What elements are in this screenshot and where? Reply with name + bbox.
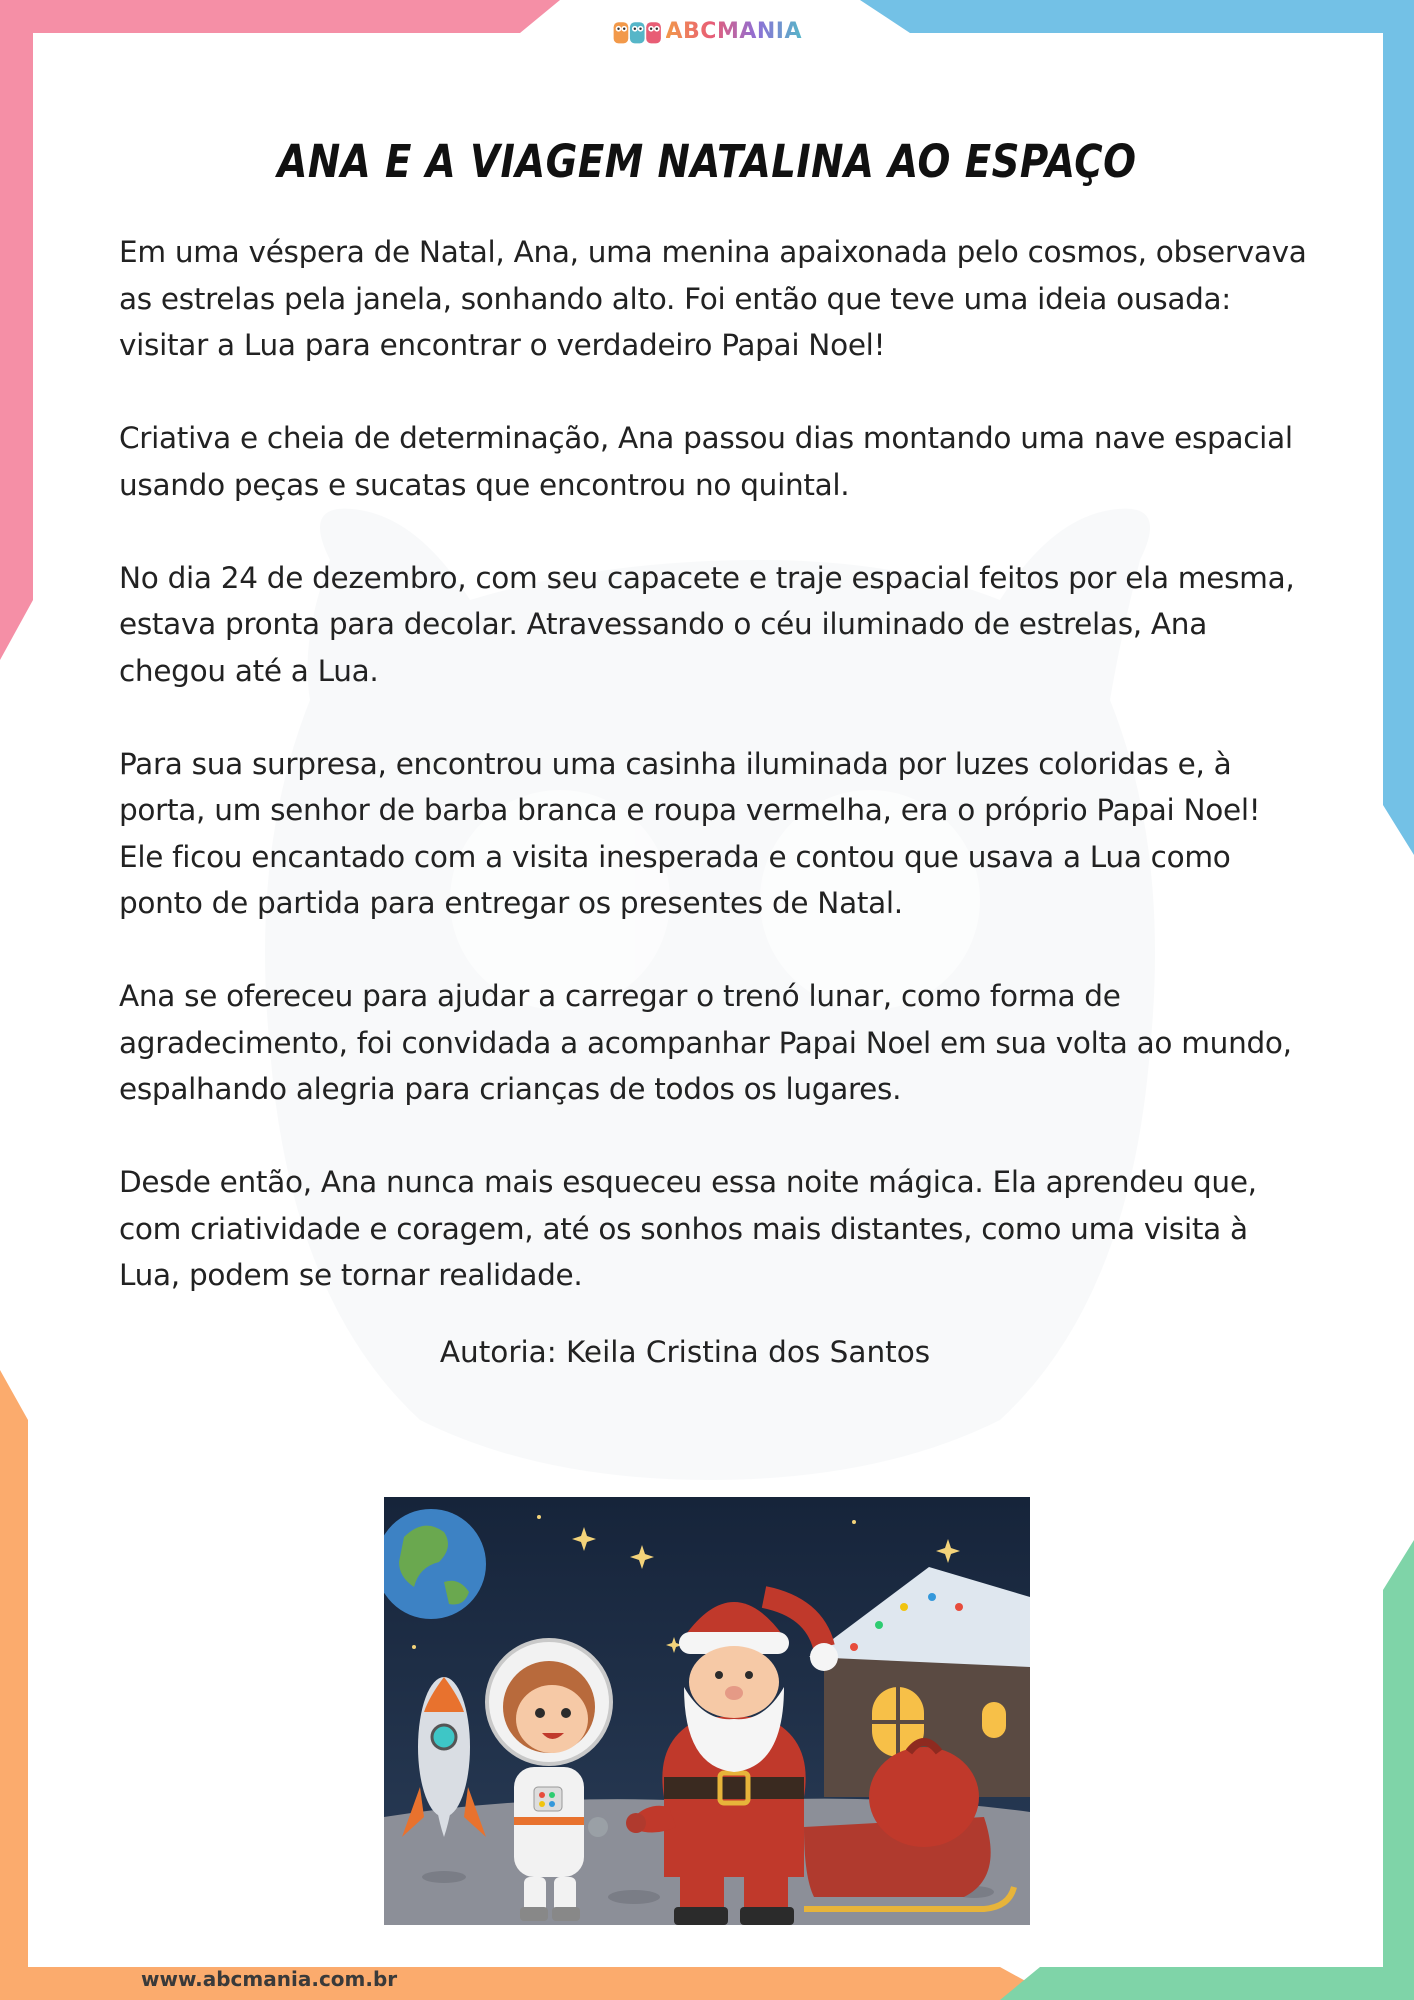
abcmania-logo — [612, 10, 802, 54]
story-body — [119, 229, 1309, 1345]
story-paragraph-4: Para sua surpresa, encontrou uma casinha iluminada por luzes coloridas e, à porta, um senhor de barba branca e roupa vermelha, era o próprio Papai Noel! Ele ficou encantado com a visita inesperada e contou que usava a Lua como ponto de partida para entregar os presentes de Natal. — [119, 746, 1261, 920]
story-paragraph-3: No dia 24 de dezembro, com seu capacete e traje espacial feitos por ela mesma, estava pronta para decolar. Atravessando o céu iluminado de estrelas, Ana chegou até a Lua. — [119, 560, 1295, 688]
story-paragraph-5: Ana se ofereceu para ajudar a carregar o trenó lunar, como forma de agradecimento, foi convidada a acompanhar Papai Noel em sua volta ao mundo, espalhando alegria para crianças de todos os lugares. — [119, 979, 1292, 1106]
story-title: ANA E A VIAGEM NATALINA AO ESPAÇO — [277, 135, 1137, 188]
footer-url[interactable]: www.abcmania.com.br — [141, 1967, 398, 1991]
logo-text: ABCMANIA — [665, 19, 802, 44]
story-illustration — [384, 1497, 1030, 1925]
story-paragraph-6: Desde então, Ana nunca mais esqueceu essa noite mágica. Ela aprendeu que, com criatividade e coragem, até os sonhos mais distantes, como uma visita à Lua, podem se tornar realidade. — [119, 1165, 1257, 1292]
story-author: Autoria: Keila Cristina dos Santos — [439, 1335, 931, 1369]
astronaut-santa-moon-illustration — [384, 1497, 1030, 1925]
story-paragraph-2: Criativa e cheia de determinação, Ana passou dias montando uma nave espacial usando peças e sucatas que encontrou no quintal. — [119, 421, 1293, 502]
logo-wordmark — [666, 10, 802, 54]
owl-mascots-icon — [612, 14, 663, 50]
story-paragraph-1: Em uma véspera de Natal, Ana, uma menina apaixonada pelo cosmos, observava as estrelas pela janela, sonhando alto. Foi então que teve uma ideia ousada: visitar a Lua para encontrar o verdadeiro Papai Noel! — [119, 235, 1307, 362]
